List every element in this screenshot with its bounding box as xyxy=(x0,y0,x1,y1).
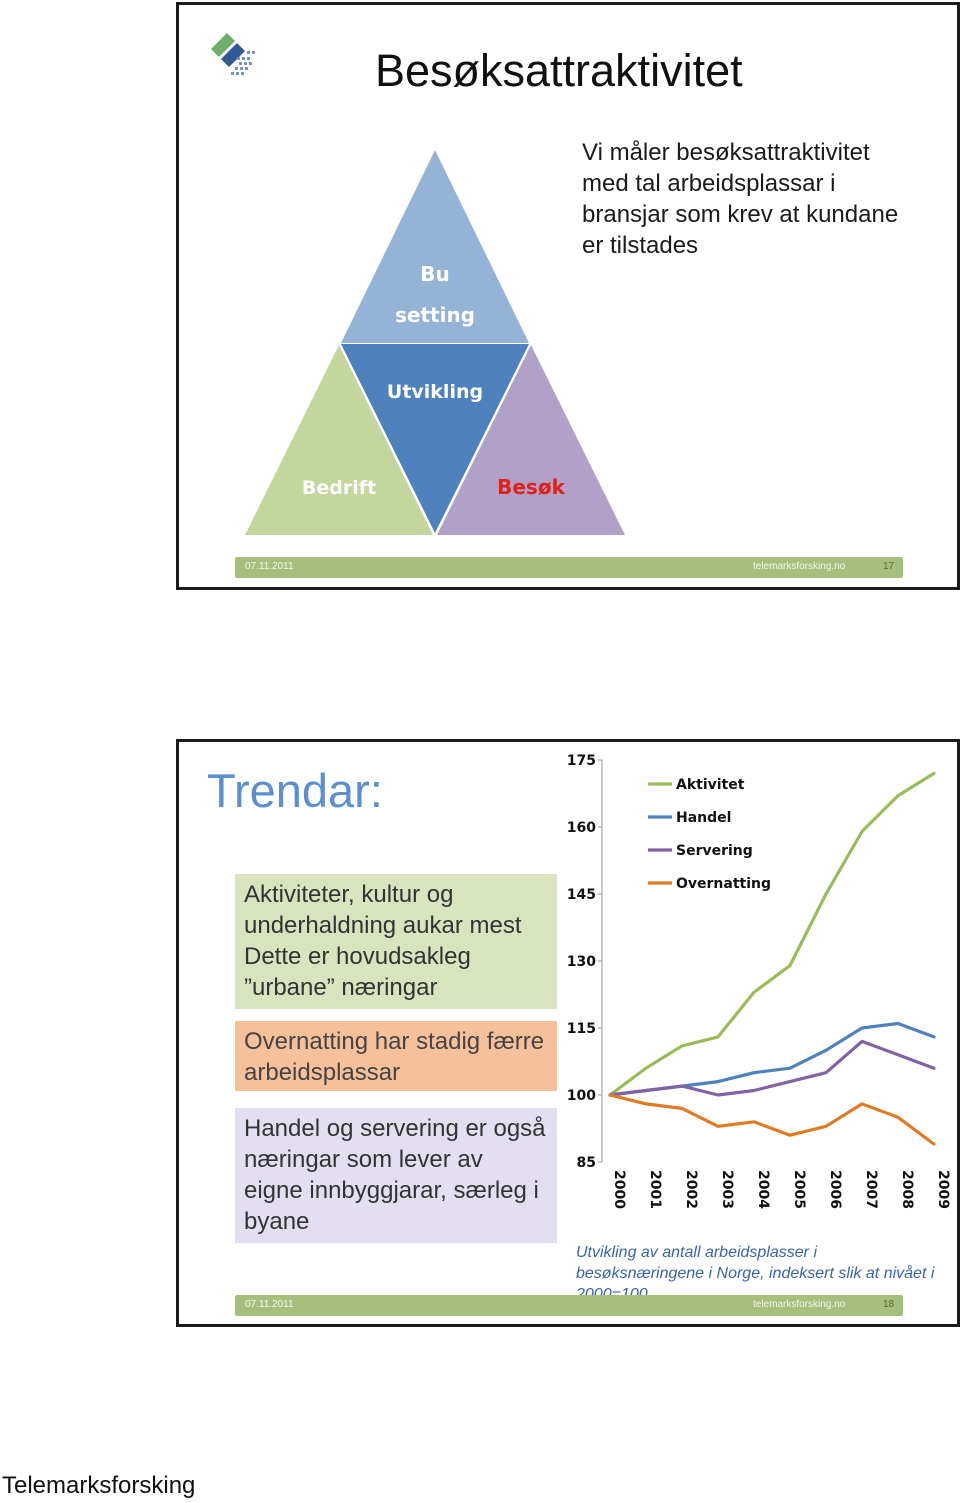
x-tick-label: 2003 xyxy=(719,1170,735,1209)
series-line-servering xyxy=(610,1041,934,1095)
slide-title: Trendar: xyxy=(207,764,383,817)
series-line-overnatting xyxy=(610,1095,934,1144)
x-tick-label: 2004 xyxy=(755,1170,771,1209)
x-tick-label: 2005 xyxy=(791,1170,807,1209)
pyramid-center-label: Utvikling xyxy=(386,381,484,403)
footer-date: 07.11.2011 xyxy=(245,561,294,572)
chart-caption: Utvikling av antall arbeidsplasser i besøksnæringene i Norge, indeksert slik at nivået i xyxy=(576,1244,935,1282)
footer-site: telemarksforsking.no xyxy=(753,1299,846,1310)
text-box-growth: Aktiviteter, kultur og underhaldning aukar mest Dette er hovudsakleg ”urbane” næringar xyxy=(235,874,557,1009)
slide-title: Besøksattraktivitet xyxy=(375,45,743,96)
footer-page-number: 18 xyxy=(883,1299,895,1310)
slide-description: Vi måler besøksattraktivitet med tal arbeidsplassar i bransjar som krev at kundane er tilstades xyxy=(582,139,899,259)
pyramid-top-label-2: setting xyxy=(395,303,475,327)
y-tick-label: 145 xyxy=(566,887,596,903)
slide-17 xyxy=(176,2,960,590)
legend-label-aktivitet: Aktivitet xyxy=(676,777,745,793)
footer-date: 07.11.2011 xyxy=(245,1299,294,1310)
legend-label-overnatting: Overnatting xyxy=(676,876,772,892)
pyramid-right-label: Besøk xyxy=(497,475,565,499)
slide-footer xyxy=(235,557,903,578)
footer-page-number: 17 xyxy=(883,561,895,572)
footer-site: telemarksforsking.no xyxy=(753,561,846,572)
text-box-handel-servering: Handel og servering er også næringar som lever av eigne innbyggjarar, særleg i byane xyxy=(235,1108,557,1243)
x-tick-label: 2006 xyxy=(827,1170,843,1209)
slide-footer xyxy=(235,1295,903,1316)
pyramid-diagram xyxy=(239,145,629,540)
y-tick-label: 160 xyxy=(566,820,596,836)
x-tick-label: 2007 xyxy=(863,1170,879,1209)
slide-18 xyxy=(176,739,960,1327)
logo-icon xyxy=(207,27,259,79)
y-tick-label: 175 xyxy=(566,753,596,769)
x-tick-label: 2008 xyxy=(899,1170,915,1209)
x-tick-label: 2000 xyxy=(611,1170,627,1209)
legend-label-handel: Handel xyxy=(676,810,732,826)
line-chart xyxy=(564,746,959,1221)
series-line-aktivitet xyxy=(610,773,934,1095)
text-box-overnatting: Overnatting har stadig færre arbeidsplassar xyxy=(235,1021,557,1091)
pyramid-top-label-1: Bu xyxy=(420,262,450,286)
y-tick-label: 85 xyxy=(576,1155,596,1171)
pyramid-left-label: Bedrift xyxy=(301,477,377,499)
x-tick-label: 2002 xyxy=(683,1170,699,1209)
y-tick-label: 130 xyxy=(566,954,596,970)
legend-label-servering: Servering xyxy=(676,843,753,859)
x-tick-label: 2009 xyxy=(935,1170,951,1209)
y-tick-label: 100 xyxy=(566,1088,596,1104)
y-tick-label: 115 xyxy=(566,1021,596,1037)
x-tick-label: 2001 xyxy=(647,1170,663,1209)
brand-name: Telemarksforsking xyxy=(2,1472,196,1499)
